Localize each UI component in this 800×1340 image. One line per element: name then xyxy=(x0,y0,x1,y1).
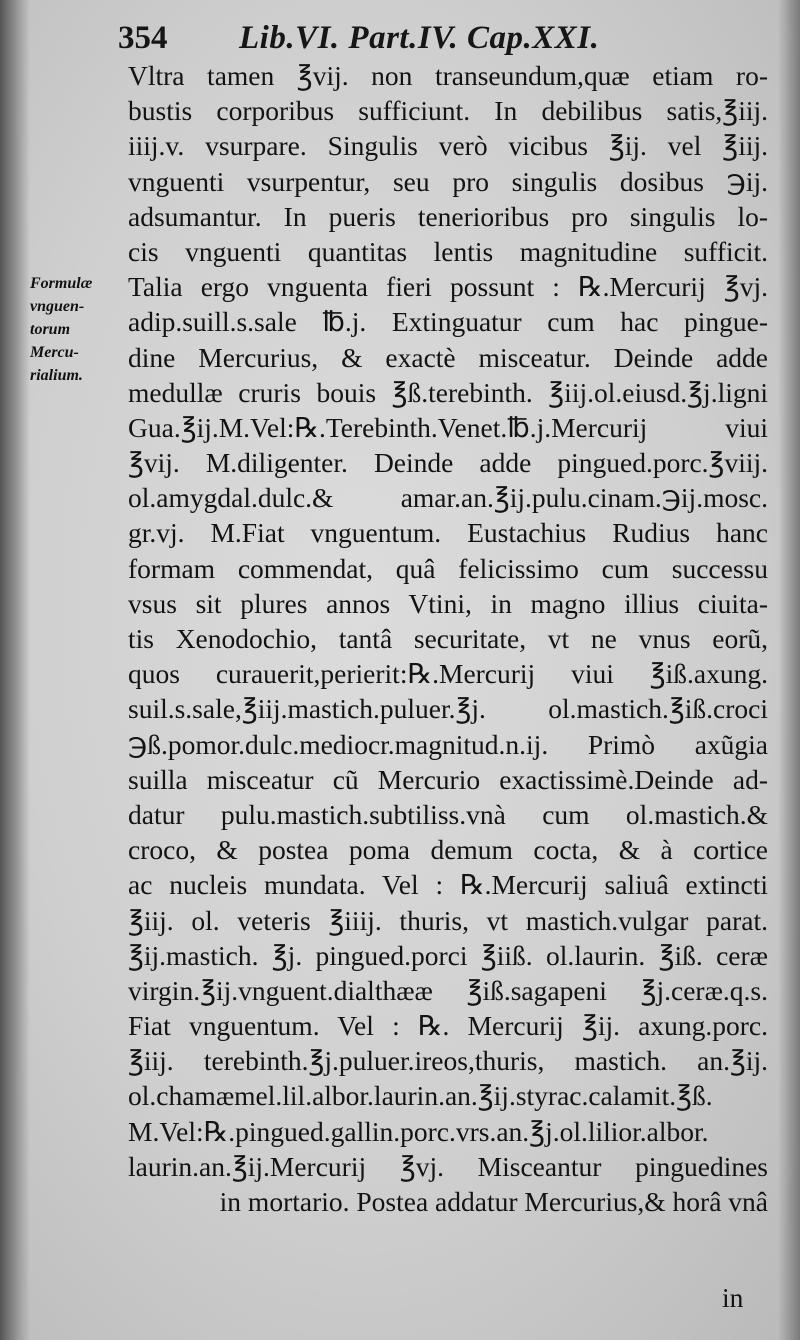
text-line: ℥iij. terebinth.℥j.puluer.ireos,thuris, mastich. an.℥ij. xyxy=(128,1045,768,1077)
text-line: bustis corporibus sufficiunt. In debilibus satis,℥iij. xyxy=(128,95,768,127)
text-line: ℥vij. M.diligenter. Deinde adde pingued.porc.℥viij. xyxy=(128,447,768,479)
text-line: in mortario. Postea addatur Mercurius,& horâ vnâ xyxy=(219,1186,768,1217)
text-line: suil.s.sale,℥iij.mastich.puluer.℥j. ol.mastich.℥iß.croci xyxy=(128,693,768,725)
catchword: in xyxy=(722,1282,744,1313)
page-number: 354 xyxy=(118,20,168,56)
text-line: iiij.v. vsurpare. Singulis verò vicibus ℥ij. vel ℥iij. xyxy=(128,130,768,162)
text-line: medullæ cruris bouis ℥ß.terebinth. ℥iij.ol.eiusd.℥j.ligni xyxy=(128,376,768,408)
text-line: ac nucleis mundata. Vel : ℞.Mercurij saliuâ extincti xyxy=(128,869,768,901)
text-line: Vltra tamen ℥vij. non transeundum,quæ etiam ro- xyxy=(128,60,768,91)
text-line: ol.chamæmel.lil.albor.laurin.an.℥ij.styrac.calamit.℥ß. xyxy=(128,1080,713,1112)
page-edge-shadow xyxy=(778,0,800,1340)
text-line: ℥ij.mastich. ℥j. pingued.porci ℥iiß. ol.laurin. ℥iß. ceræ xyxy=(128,939,768,971)
text-line: virgin.℥ij.vnguent.dialthææ ℥iß.sagapeni ℥j.ceræ.q.s. xyxy=(128,974,768,1006)
text-line: ℈ß.pomor.dulc.mediocr.magnitud.n.ij. Primò axũgia xyxy=(128,728,768,760)
text-line: vsus sit plures annos Vtini, in magno illius ciuita- xyxy=(128,587,768,619)
page-gutter-shadow xyxy=(0,0,30,1340)
text-line: laurin.an.℥ij.Mercurij ℥vj. Misceantur pinguedines xyxy=(128,1150,768,1182)
text-line: Gua.℥ij.M.Vel:℞.Terebinth.Venet.℔.j.Mercurij viui xyxy=(128,411,768,443)
text-line: datur pulu.mastich.subtiliss.vnà cum ol.mastich.& xyxy=(128,798,768,830)
text-line: suilla misceatur cũ Mercurio exactissimè.Deinde ad- xyxy=(128,763,768,795)
text-line: croco, & postea poma demum cocta, & à cortice xyxy=(128,834,768,866)
marginal-note-line: Mercu- xyxy=(30,344,79,361)
running-title: Lib.VI. Part.IV. Cap.XXI. xyxy=(239,20,600,56)
marginal-note-line: Formulæ xyxy=(30,275,93,292)
text-line: cis vnguenti quantitas lentis magnitudine sufficit. xyxy=(128,235,768,267)
text-line: Fiat vnguentum. Vel : ℞. Mercurij ℥ij. axung.porc. xyxy=(128,1010,768,1042)
text-line: Talia ergo vnguenta fieri possunt : ℞.Mercurij ℥vj. xyxy=(128,271,768,303)
text-line: ℥iij. ol. veteris ℥iiij. thuris, vt mastich.vulgar parat. xyxy=(128,904,768,936)
page-header xyxy=(112,16,712,60)
text-line: quos curauerit,perierit:℞.Mercurij viui ℥iß.axung. xyxy=(128,658,768,690)
marginal-note-line: vnguen- xyxy=(30,298,85,315)
text-line: adsumantur. In pueris tenerioribus pro singulis lo- xyxy=(128,200,768,232)
text-line: tis Xenodochio, tantâ securitate, vt ne vnus eorũ, xyxy=(128,623,768,654)
body-text xyxy=(128,58,768,1219)
text-line: dine Mercurius, & exactè misceatur. Deinde adde xyxy=(128,341,768,373)
marginal-note-line: rialium. xyxy=(30,367,83,384)
text-line: vnguenti vsurpentur, seu pro singulis dosibus ℈ij. xyxy=(128,165,768,197)
text-line: formam commendat, quâ felicissimo cum successu xyxy=(128,552,768,584)
text-line: gr.vj. M.Fiat vnguentum. Eustachius Rudius hanc xyxy=(128,517,768,549)
marginal-note-line: torum xyxy=(30,321,71,338)
marginal-note xyxy=(30,272,122,387)
text-line: M.Vel:℞.pingued.gallin.porc.vrs.an.℥j.ol.lilior.albor. xyxy=(128,1115,709,1147)
text-line: adip.suill.s.sale ℔.j. Extinguatur cum hac pingue- xyxy=(128,306,768,338)
text-line: ol.amygdal.dulc.& amar.an.℥ij.pulu.cinam.℈ij.mosc. xyxy=(128,482,768,514)
